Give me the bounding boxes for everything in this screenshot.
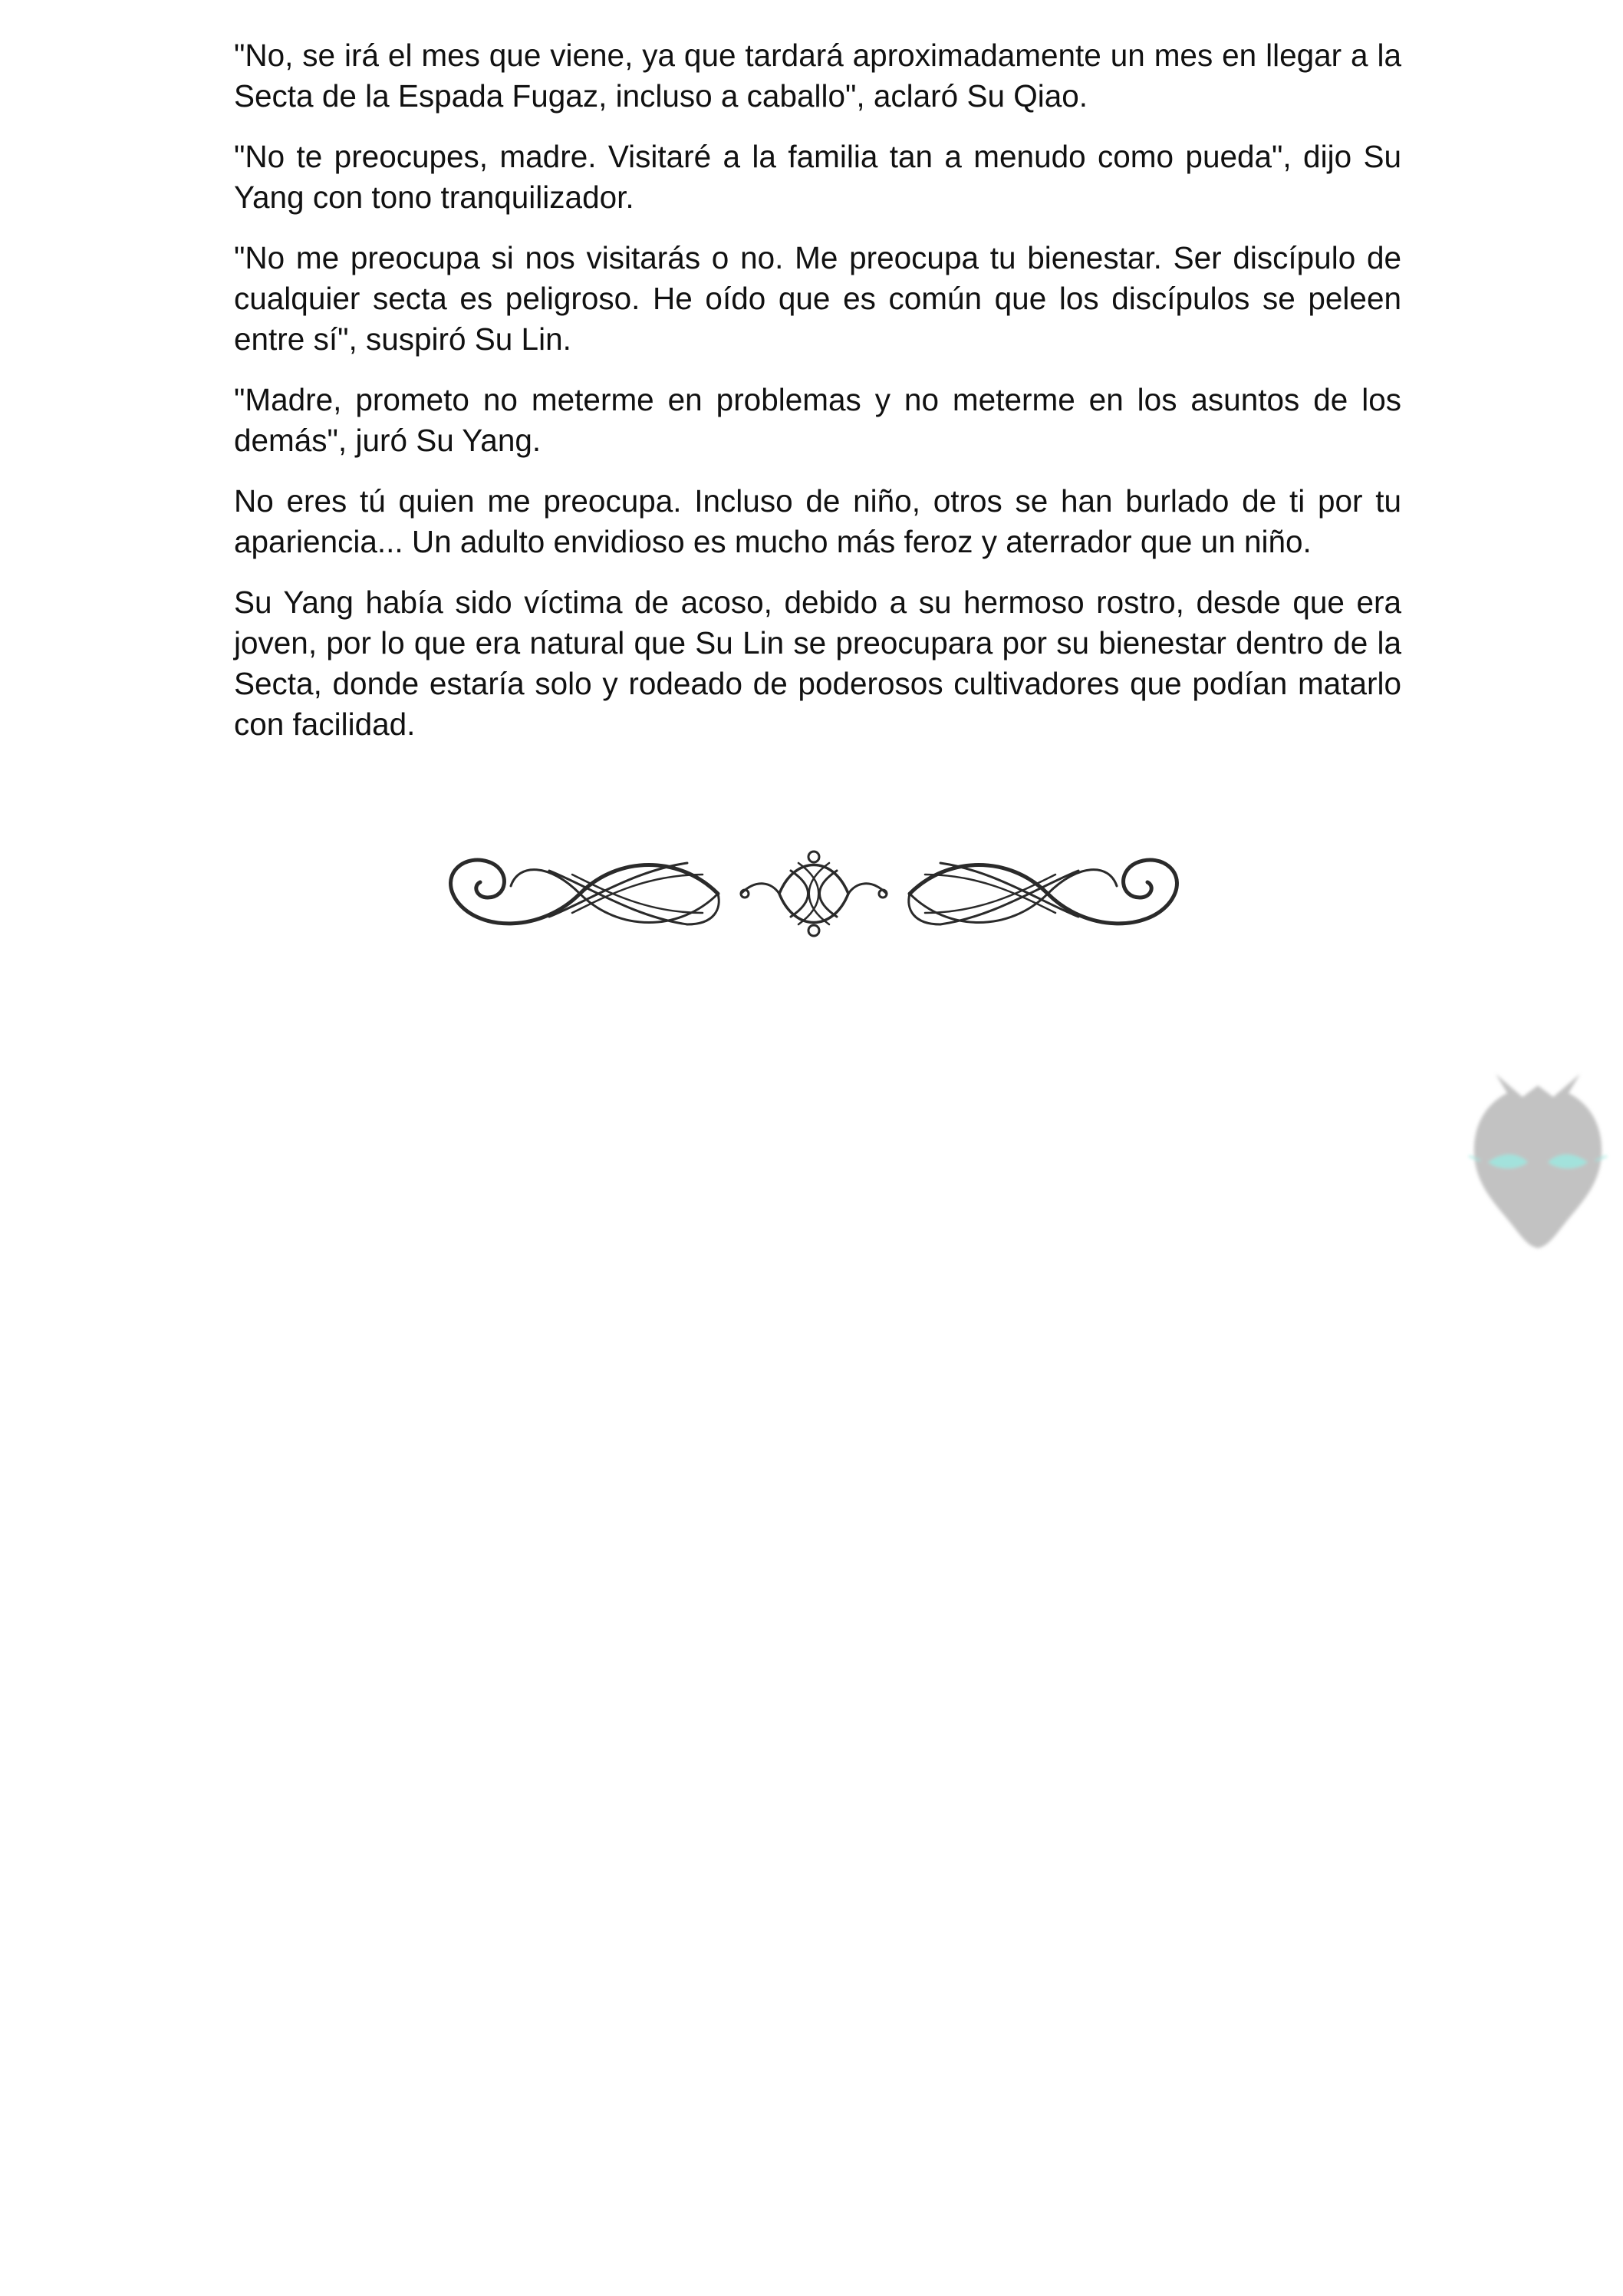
demon-head-watermark-icon xyxy=(1465,1070,1611,1254)
paragraph-4: "Madre, prometo no meterme en problemas y no meterme en los asuntos de los demás", juró Su Yang. xyxy=(234,382,1401,458)
body-text xyxy=(234,35,1401,765)
paragraph-6: Su Yang había sido víctima de acoso, debido a su hermoso rostro, desde que era joven, por lo que era natural que Su Lin se preocupara por su bienestar dentro de la Secta, donde estaría solo y rodeado de poderosos cultivadores que podían matarlo con facilidad. xyxy=(234,585,1401,742)
flourish-divider-icon xyxy=(434,840,1193,947)
flourish-center xyxy=(741,852,887,936)
paragraph-5: No eres tú quien me preocupa. Incluso de niño, otros se han burlado de ti por tu apariencia... Un adulto envidioso es mucho más feroz y aterrador que un niño. xyxy=(234,483,1401,559)
flourish-left xyxy=(451,860,719,924)
paragraph-1: "No, se irá el mes que viene, ya que tardará aproximadamente un mes en llegar a la Secta de la Espada Fugaz, incluso a caballo", aclaró Su Qiao. xyxy=(234,38,1401,114)
paragraph-2: "No te preocupes, madre. Visitaré a la familia tan a menudo como pueda", dijo Su Yang con tono tranquilizador. xyxy=(234,139,1401,215)
paragraph-3: "No me preocupa si nos visitarás o no. Me preocupa tu bienestar. Ser discípulo de cualquier secta es peligroso. He oído que es común que los discípulos se peleen entre sí", suspiró Su Lin. xyxy=(234,240,1401,357)
flourish-right xyxy=(909,860,1177,924)
